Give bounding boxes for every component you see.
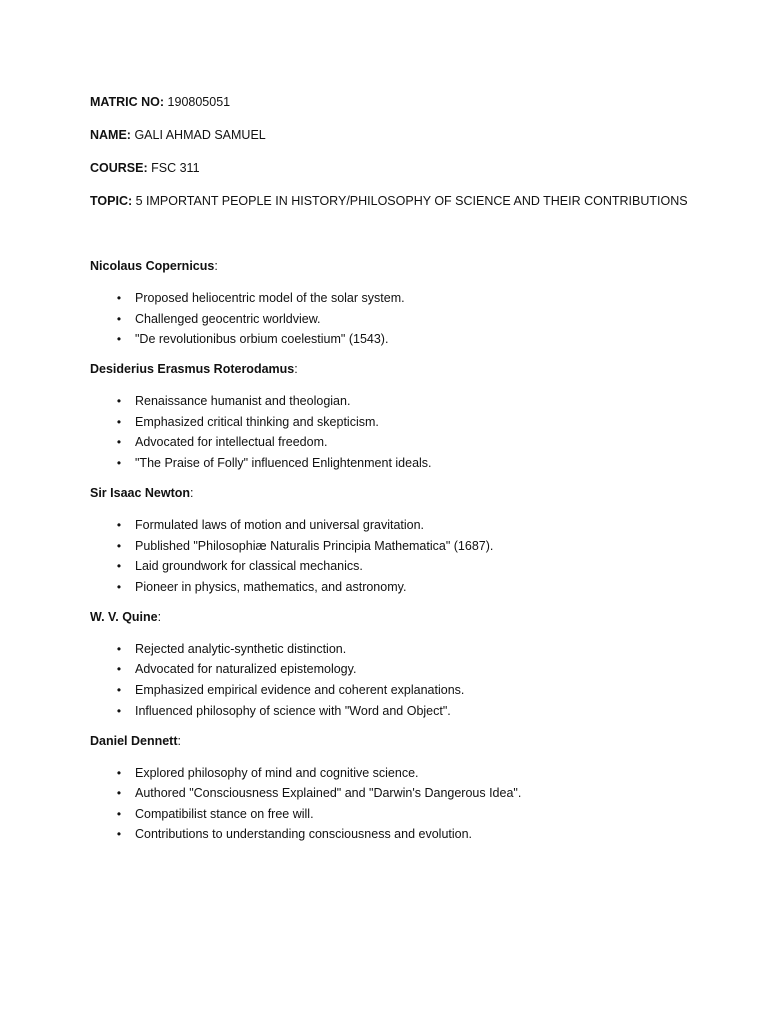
person-heading — [90, 609, 710, 625]
person-section — [90, 609, 710, 719]
topic-line — [90, 193, 710, 226]
list-item — [90, 641, 710, 657]
contribution-list — [90, 765, 710, 843]
bullet-icon: • — [116, 703, 122, 718]
course-label: COURSE: — [90, 161, 148, 175]
bullet-icon: • — [116, 332, 122, 347]
list-item-text: Contributions to understanding consciousness and evolution. — [135, 827, 473, 842]
list-item — [90, 785, 710, 801]
bullet-icon: • — [116, 765, 122, 780]
list-item — [90, 393, 710, 409]
bullet-icon: • — [116, 806, 122, 821]
topic-value: 5 IMPORTANT PEOPLE IN HISTORY/PHILOSOPHY OF SCIENCE AND THEIR CONTRIBUTIONS — [132, 194, 688, 208]
course-line — [90, 160, 710, 193]
list-item-text: Explored philosophy of mind and cognitive science. — [135, 765, 419, 780]
list-item-text: Laid groundwork for classical mechanics. — [135, 559, 363, 574]
list-item-text: Advocated for naturalized epistemology. — [135, 662, 357, 677]
list-item-text: Challenged geocentric worldview. — [135, 311, 321, 326]
person-section — [90, 733, 710, 843]
bullet-icon: • — [116, 435, 122, 450]
person-section — [90, 258, 710, 347]
list-item — [90, 414, 710, 430]
person-heading — [90, 361, 710, 377]
bullet-icon: • — [116, 641, 122, 656]
people-list — [90, 258, 710, 842]
bullet-icon: • — [116, 786, 122, 801]
list-item-text: Renaissance humanist and theologian. — [135, 394, 351, 409]
contribution-list — [90, 393, 710, 471]
name-line — [90, 127, 710, 160]
list-item-text: Pioneer in physics, mathematics, and astronomy. — [135, 579, 407, 594]
list-item — [90, 517, 710, 533]
bullet-icon: • — [116, 559, 122, 574]
list-item-text: Authored "Consciousness Explained" and "Darwin's Dangerous Idea". — [135, 786, 522, 801]
list-item-text: Proposed heliocentric model of the solar system. — [135, 291, 405, 305]
person-section — [90, 485, 710, 595]
contribution-list — [90, 290, 710, 347]
document-content — [90, 94, 710, 856]
name-label: NAME: — [90, 128, 131, 142]
person-name: Desiderius Erasmus Roterodamus — [90, 362, 295, 377]
bullet-icon: • — [116, 827, 122, 842]
person-name-colon: : — [190, 485, 194, 500]
name-value: GALI AHMAD SAMUEL — [130, 128, 266, 142]
person-section — [90, 361, 710, 471]
person-name: W. V. Quine — [90, 609, 158, 624]
list-item-text: Published "Philosophiæ Naturalis Principia Mathematica" (1687). — [135, 538, 494, 553]
list-item-text: Emphasized critical thinking and skepticism. — [135, 414, 379, 429]
list-item — [90, 311, 710, 327]
bullet-icon: • — [116, 538, 122, 553]
bullet-icon: • — [116, 291, 122, 305]
bullet-icon: • — [116, 682, 122, 697]
person-name: Daniel Dennett — [90, 733, 178, 748]
contribution-list — [90, 517, 710, 595]
person-heading — [90, 485, 710, 501]
list-item-text: Rejected analytic-synthetic distinction. — [135, 641, 347, 656]
topic-label: TOPIC: — [90, 194, 133, 208]
list-item — [90, 331, 710, 347]
course-value: FSC 311 — [147, 161, 200, 175]
list-item-text: Advocated for intellectual freedom. — [135, 435, 328, 450]
list-item — [90, 826, 710, 842]
person-name-colon: : — [214, 259, 218, 273]
person-heading — [90, 258, 710, 274]
list-item — [90, 434, 710, 450]
bullet-icon: • — [116, 311, 122, 326]
list-item — [90, 661, 710, 677]
list-item — [90, 558, 710, 574]
list-item — [90, 682, 710, 698]
person-name-colon: : — [177, 733, 181, 748]
list-item — [90, 290, 710, 306]
list-item-text: Formulated laws of motion and universal gravitation. — [135, 517, 425, 532]
list-item-text: Influenced philosophy of science with "Word and Object". — [135, 703, 451, 718]
list-item — [90, 703, 710, 719]
list-item — [90, 538, 710, 554]
matric-line — [90, 94, 710, 127]
person-name: Nicolaus Copernicus — [90, 259, 215, 273]
list-item-text: Emphasized empirical evidence and coherent explanations. — [135, 682, 465, 697]
person-name-colon: : — [157, 609, 162, 624]
bullet-icon: • — [116, 579, 122, 594]
person-name-colon: : — [294, 362, 298, 377]
bullet-icon: • — [116, 414, 122, 429]
matric-value: 190805051 — [164, 95, 231, 109]
bullet-icon: • — [116, 517, 122, 532]
section-spacer — [90, 226, 710, 258]
list-item-text: "The Praise of Folly" influenced Enlightenment ideals. — [135, 455, 432, 470]
list-item — [90, 806, 710, 822]
list-item — [90, 579, 710, 595]
bullet-icon: • — [116, 455, 122, 470]
bullet-icon: • — [116, 662, 122, 677]
person-name: Sir Isaac Newton — [90, 485, 191, 500]
matric-label: MATRIC NO: — [90, 95, 165, 109]
list-item — [90, 765, 710, 781]
list-item-text: "De revolutionibus orbium coelestium" (1543). — [135, 332, 389, 347]
bullet-icon: • — [116, 394, 122, 409]
person-heading — [90, 733, 710, 749]
list-item — [90, 455, 710, 471]
contribution-list — [90, 641, 710, 719]
list-item-text: Compatibilist stance on free will. — [135, 806, 314, 821]
